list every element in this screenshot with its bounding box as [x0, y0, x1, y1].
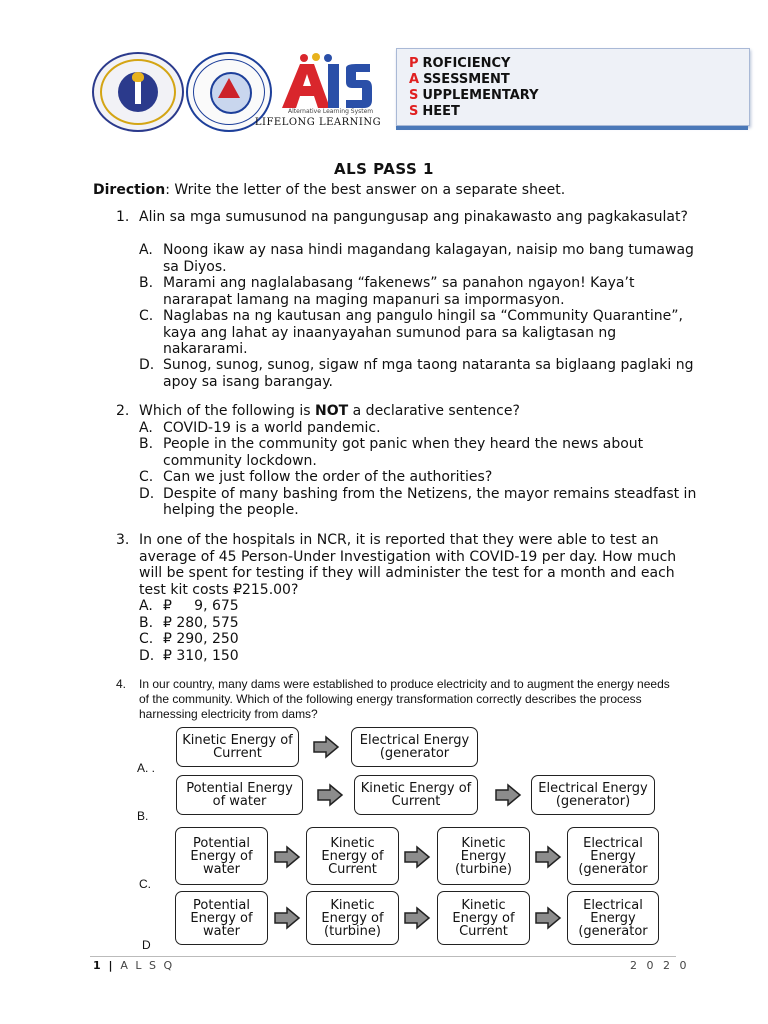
question-stem: In our country, many dams were established to produce electricity and to augment the energy needs of the community. Which of the following energy transformation correctly describes the process harnessing electricity from dams?: [139, 677, 670, 721]
als-logo-mark: [270, 52, 382, 112]
option-letter: B.: [139, 436, 154, 452]
pass-line-sheet: [409, 104, 460, 120]
flame-icon: [132, 72, 144, 82]
pass-word: SSESSMENT: [423, 72, 510, 87]
arrow-right-icon: [403, 845, 431, 869]
flow-box: Kinetic Energy of Current: [176, 727, 299, 767]
question-stem: [139, 403, 709, 420]
direction-label: Direction: [93, 182, 166, 198]
page-title: ALS PASS 1: [333, 160, 434, 178]
option-letter: A.: [139, 242, 153, 258]
option-letter: C.: [139, 308, 154, 324]
arrow-right-icon: [312, 735, 340, 759]
option-letter: A.: [139, 419, 153, 436]
stem-part: a declarative sentence?: [348, 403, 520, 419]
footer-series: A L S Q: [120, 959, 175, 972]
pass-word: UPPLEMENTARY: [422, 88, 539, 103]
option-text: Marami ang naglalabasang “fakenews” sa panahon ngayon! Kaya’t nararapat lamang na maging mapanuri sa impormasyon.: [163, 275, 635, 308]
arrow-right-icon: [273, 906, 301, 930]
option-letter: D.: [139, 647, 155, 664]
pass-title-box: [396, 48, 750, 126]
option-text: ₽ 280, 575: [163, 614, 239, 631]
question-number: 4.: [116, 677, 127, 691]
flow-box: Electrical Energy (generator: [567, 827, 659, 885]
arrow-right-icon: [534, 845, 562, 869]
footer-year: 2 0 2 0: [630, 959, 690, 972]
option-label-a: A. .: [137, 761, 156, 775]
pass-word: HEET: [422, 104, 460, 119]
page-separator: |: [102, 959, 121, 972]
option-label-c: C.: [139, 877, 151, 891]
flow-box: Kinetic Energy of Current: [437, 891, 530, 945]
option-label-b: B.: [137, 809, 149, 823]
pass-initial: S: [409, 104, 419, 119]
pass-initial: S: [409, 88, 419, 103]
flow-box: Potential Energy of water: [175, 827, 268, 885]
flow-box: Electrical Energy (generator: [351, 727, 478, 767]
pass-initial: P: [409, 56, 419, 71]
option-label-d: D: [142, 938, 151, 952]
flow-box: Potential Energy of water: [175, 891, 268, 945]
pass-line-supplementary: [409, 88, 538, 104]
option-text: Noong ikaw ay nasa hindi magandang kalagayan, naisip mo bang tumawag sa Diyos.: [163, 242, 694, 275]
flow-box: Electrical Energy (generator): [531, 775, 655, 815]
pass-initial: A: [409, 72, 420, 87]
option-letter: B.: [139, 275, 154, 291]
arrow-right-icon: [534, 906, 562, 930]
option-text: ₽ 310, 150: [163, 647, 239, 664]
pass-title-underline: [396, 126, 748, 130]
flow-box: Kinetic Energy (turbine): [437, 827, 530, 885]
flow-box: Electrical Energy (generator: [567, 891, 659, 945]
footer-page-label: [93, 959, 174, 972]
arrow-right-icon: [403, 906, 431, 930]
option-text: COVID-19 is a world pandemic.: [163, 419, 381, 436]
question-stem: Alin sa mga sumusunod na pangungusap ang pinakawasto ang pagkakasulat?: [139, 209, 688, 225]
pass-word: ROFICIENCY: [422, 56, 511, 71]
page-number: 1: [93, 959, 103, 972]
option-text: Naglabas na ng kautusan ang pangulo hingil sa “Community Quarantine”, kaya ang lahat ay inaanyayahan sumunod para sa kaligtasan ng nakararami.: [163, 308, 683, 357]
flow-box: Potential Energy of water: [176, 775, 303, 815]
deped-seal-logo: [92, 52, 184, 132]
pass-line-assessment: [409, 72, 510, 88]
triangle-icon: [218, 78, 240, 98]
direction-body: : Write the letter of the best answer on a separate sheet.: [165, 182, 566, 198]
arrow-right-icon: [494, 783, 522, 807]
option-text: ₽ 9, 675: [163, 598, 239, 614]
question-number: 2.: [116, 403, 130, 419]
flow-box: Kinetic Energy of Current: [354, 775, 478, 815]
option-text: ₽ 290, 250: [163, 631, 239, 647]
question-number: 1.: [116, 209, 130, 225]
als-lifelong-learning: LIFELONG LEARNING: [254, 117, 382, 128]
option-letter: A.: [139, 598, 153, 614]
pass-line-proficiency: [409, 56, 510, 72]
flow-box: Kinetic Energy of (turbine): [306, 891, 399, 945]
arrow-right-icon: [273, 845, 301, 869]
option-text: People in the community got panic when they heard the news about community lockdown.: [163, 436, 644, 469]
direction-text: [93, 182, 565, 198]
option-letter: C.: [139, 469, 154, 485]
als-tagline: Alternative Learning System: [288, 108, 374, 115]
option-letter: B.: [139, 614, 154, 631]
footer-divider: [90, 956, 676, 957]
question-number: 3.: [116, 532, 130, 548]
question-stem: In one of the hospitals in NCR, it is reported that they were able to test an average of 45 Person-Under Investigation with COVID-19 per day. How much will be spent for testing if they will administer the test for a month and each test kit costs ₽215.00?: [139, 532, 677, 598]
flow-box: Kinetic Energy of Current: [306, 827, 399, 885]
option-letter: D.: [139, 357, 155, 373]
option-text: Can we just follow the order of the authorities?: [163, 469, 493, 485]
stem-emphasis: NOT: [315, 403, 349, 419]
option-letter: D.: [139, 485, 155, 502]
option-text: Sunog, sunog, sunog, sigaw nf mga taong nataranta sa biglaang paglaki ng apoy sa isang barangay.: [163, 357, 694, 390]
option-letter: C.: [139, 631, 154, 647]
stem-part: Which of the following is: [139, 403, 316, 419]
arrow-right-icon: [316, 783, 344, 807]
option-text: Despite of many bashing from the Netizens, the mayor remains steadfast in helping the people.: [163, 485, 697, 518]
